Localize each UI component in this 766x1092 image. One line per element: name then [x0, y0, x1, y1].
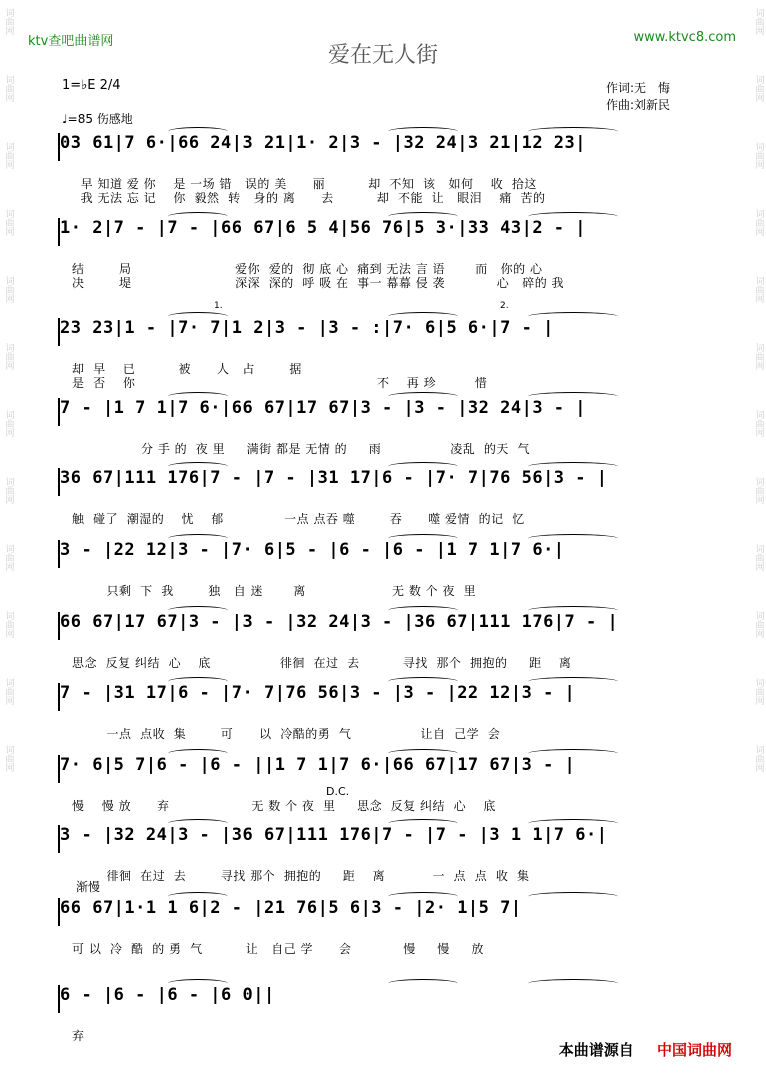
slur-mark	[528, 534, 618, 543]
slur-mark	[388, 392, 458, 401]
notation-line: 7· 6|5 7|6 - |6 - ||1 7 1|7 6·|66 67|17 67|3 - |	[58, 755, 710, 783]
slur-mark	[528, 212, 618, 221]
notation-line: 03 61|7 6·|66 24|3 21|1· 2|3 - |32 24|3 21|12 23|	[58, 133, 710, 161]
key-signature: 1=♭E 2/4	[62, 78, 121, 93]
slur-mark	[528, 392, 618, 401]
lyric-line: 弃	[72, 1029, 85, 1043]
lyric-line: 却 早 已 被 人 占 据	[72, 362, 302, 376]
watermark-left: 词曲网 词曲网 词曲网 词曲网 词曲网 词曲网 词曲网 词曲网 词曲网 词曲网 词曲网 词曲网	[3, 8, 14, 772]
volta-1: 1.	[214, 301, 223, 311]
composer: 作曲:刘新民	[606, 98, 671, 112]
slur-mark	[388, 892, 458, 901]
notation-line: 6 - |6 - |6 - |6 0||	[58, 985, 710, 1013]
footer	[559, 1039, 732, 1060]
slur-mark	[388, 127, 458, 136]
lyric-line: 我 无法 忘 记 你 毅然 转 身的 离 去 却 不能 让 眼泪 痛 苦的	[72, 191, 546, 205]
slur-mark	[528, 312, 618, 321]
volta-2: 2.	[500, 301, 509, 311]
slur-mark	[168, 892, 228, 901]
slur-mark	[168, 392, 228, 401]
lyric-line: 徘徊 在过 去 寻找 那个 拥抱的 距 离 一 点 点 收 集	[72, 869, 530, 883]
slur-mark	[388, 212, 458, 221]
lyricist: 作词:无 悔	[606, 81, 671, 95]
slur-mark	[168, 819, 228, 828]
lyric-line: 可 以 冷 酷 的 勇 气 让 自己 学 会 慢 慢 放	[72, 942, 484, 956]
notation-line: 66 67|1·1 1 6|2 - |21 76|5 6|3 - |2· 1|5 7|	[58, 898, 710, 926]
slur-mark	[528, 462, 618, 471]
slur-mark	[528, 127, 618, 136]
slur-mark	[168, 606, 228, 615]
slur-mark	[168, 677, 228, 686]
lyric-line: 只剩 下 我 独 自 迷 离 无 数 个 夜 里	[72, 584, 477, 598]
dc-mark: D.C.	[326, 785, 350, 798]
lyric-line: 早 知道 爱 你 是 一场 错 误的 美 丽 却 不知 该 如何 收 拾这	[72, 177, 537, 191]
slur-mark	[388, 312, 458, 321]
credits	[606, 80, 670, 114]
notation-line: 1· 2|7 - |7 - |66 67|6 5 4|56 76|5 3·|33 43|2 - |	[58, 218, 710, 246]
lyric-line: 一点 点收 集 可 以 冷酷的勇 气 让自 己学 会	[72, 727, 501, 741]
slur-mark	[168, 312, 228, 321]
slur-mark	[168, 212, 228, 221]
notation-line: 7 - |1 7 1|7 6·|66 67|17 67|3 - |3 - |32 24|3 - |	[58, 398, 710, 426]
site-link-left[interactable]: ktv查吧曲谱网	[28, 34, 114, 49]
notation-line: 36 67|111 176|7 - |7 - |31 17|6 - |7· 7|76 56|3 - |	[58, 468, 710, 496]
notation-line: 3 - |32 24|3 - |36 67|111 176|7 - |7 - |3 1 1|7 6·|	[58, 825, 710, 853]
slur-mark	[528, 606, 618, 615]
notation-line: 23 23|1 - |7· 7|1 2|3 - |3 - :|7· 6|5 6·|7 - |	[58, 318, 710, 346]
lyric-line: 触 碰了 潮湿的 忧 郁 一点 点吞 噬 吞 噬 爱情 的记 忆	[72, 512, 525, 526]
song-title: 爱在无人街	[327, 43, 438, 68]
slur-mark	[168, 127, 228, 136]
slur-mark	[528, 979, 618, 988]
lyric-line: 决 堤 深深 深的 呼 吸 在 事一 幕幕 侵 袭 心 碎的 我	[72, 276, 565, 290]
slur-mark	[528, 749, 618, 758]
slur-mark	[388, 534, 458, 543]
slur-mark	[528, 677, 618, 686]
notation-line: 66 67|17 67|3 - |3 - |32 24|3 - |36 67|111 176|7 - |	[58, 612, 710, 640]
slur-mark	[388, 749, 458, 758]
lyric-line: 分 手 的 夜 里 满街 都是 无情 的 雨 凌乱 的天 气	[72, 442, 530, 456]
tempo-marking: ♩=85 伤感地	[62, 112, 133, 126]
slur-mark	[528, 819, 618, 828]
slur-mark	[388, 819, 458, 828]
slur-mark	[388, 462, 458, 471]
lyric-line: 结 局 爱你 爱的 彻 底 心 痛到 无法 言 语 而 你的 心	[72, 262, 543, 276]
lyric-line: 思念 反复 纠结 心 底 徘徊 在过 去 寻找 那个 拥抱的 距 离	[72, 656, 572, 670]
footer-source: 本曲谱源自	[558, 1041, 634, 1059]
slur-mark	[528, 892, 618, 901]
watermark-right: 词曲网 词曲网 词曲网 词曲网 词曲网 词曲网 词曲网 词曲网 词曲网 词曲网 词曲网 词曲网	[753, 8, 764, 772]
slur-mark	[388, 979, 458, 988]
site-link-right[interactable]: www.ktvc8.com	[633, 30, 736, 45]
slur-mark	[168, 749, 228, 758]
slur-mark	[168, 979, 228, 988]
slur-mark	[168, 534, 228, 543]
lyric-line: 是 否 你 不 再 珍 惜	[72, 376, 488, 390]
notation-line: 3 - |22 12|3 - |7· 6|5 - |6 - |6 - |1 7 1|7 6·|	[58, 540, 710, 568]
slur-mark	[168, 462, 228, 471]
lyric-line: 慢 慢 放 弃 无 数 个 夜 里 思念 反复 纠结 心 底	[72, 799, 496, 813]
footer-site[interactable]: 中国词曲网	[656, 1041, 732, 1059]
slur-mark	[388, 677, 458, 686]
notation-line: 7 - |31 17|6 - |7· 7|76 56|3 - |3 - |22 12|3 - |	[58, 683, 710, 711]
slur-mark	[388, 606, 458, 615]
ritardando-mark: 渐慢	[76, 880, 101, 894]
